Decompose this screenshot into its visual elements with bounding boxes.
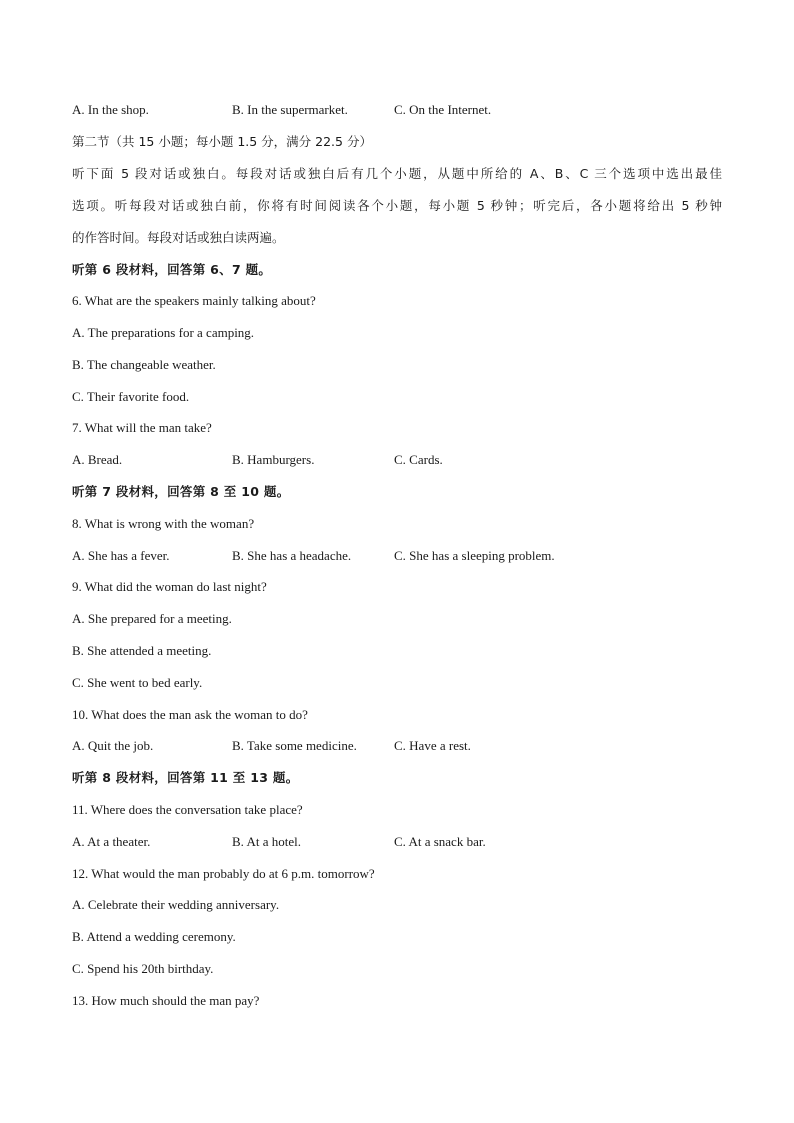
q6-question: 6. What are the speakers mainly talking about? <box>72 293 316 308</box>
q5-options-row <box>72 101 732 119</box>
q13-question: 13. How much should the man pay? <box>72 993 260 1008</box>
q9-option-b[interactable]: B. She attended a meeting. <box>72 643 212 658</box>
q6-option-c[interactable]: C. Their favorite food. <box>72 389 190 404</box>
q6-option-b[interactable]: B. The changeable weather. <box>72 357 216 372</box>
section-heading: 第二节（共 15 小题；每小题 1.5 分，满分 22.5 分） <box>72 134 372 149</box>
q5-option-c[interactable]: C. On the Internet. <box>394 102 492 117</box>
q8-option-b[interactable]: B. She has a headache. <box>232 548 352 563</box>
q5-option-a[interactable]: A. In the shop. <box>72 102 149 117</box>
q11-options-row <box>72 833 732 851</box>
passage-6-heading: 听第 6 段材料，回答第 6、7 题。 <box>72 262 272 277</box>
instructions-line-2: 选项。听每段对话或独白前，你将有时间阅读各个小题，每小题 5 秒钟；听完后，各小题将给出 5 秒钟 <box>72 198 722 213</box>
passage-7-heading: 听第 7 段材料，回答第 8 至 10 题。 <box>72 484 290 499</box>
instructions-line-1: 听下面 5 段对话或独白。每段对话或独白后有几个小题，从题中所给的 A、B、C 三个选项中选出最佳 <box>72 166 722 181</box>
q11-option-b[interactable]: B. At a hotel. <box>232 834 301 849</box>
q9-question: 9. What did the woman do last night? <box>72 579 267 594</box>
q12-option-a[interactable]: A. Celebrate their wedding anniversary. <box>72 897 280 912</box>
q10-options-row <box>72 737 732 755</box>
q5-option-b[interactable]: B. In the supermarket. <box>232 102 348 117</box>
q10-option-c[interactable]: C. Have a rest. <box>394 738 471 753</box>
q9-option-c[interactable]: C. She went to bed early. <box>72 675 203 690</box>
q8-question: 8. What is wrong with the woman? <box>72 516 255 531</box>
q7-option-b[interactable]: B. Hamburgers. <box>232 452 315 467</box>
q11-option-a[interactable]: A. At a theater. <box>72 834 151 849</box>
q12-question: 12. What would the man probably do at 6 p.m. tomorrow? <box>72 866 375 881</box>
q11-question: 11. Where does the conversation take place? <box>72 802 303 817</box>
q6-option-a[interactable]: A. The preparations for a camping. <box>72 325 255 340</box>
instructions-line-3: 的作答时间。每段对话或独白读两遍。 <box>72 230 285 245</box>
q12-option-b[interactable]: B. Attend a wedding ceremony. <box>72 929 236 944</box>
q10-option-a[interactable]: A. Quit the job. <box>72 738 154 753</box>
q9-option-a[interactable]: A. She prepared for a meeting. <box>72 611 232 626</box>
q8-option-a[interactable]: A. She has a fever. <box>72 548 170 563</box>
q7-option-c[interactable]: C. Cards. <box>394 452 443 467</box>
q7-question: 7. What will the man take? <box>72 420 212 435</box>
q10-question: 10. What does the man ask the woman to do? <box>72 707 308 722</box>
q8-options-row <box>72 547 732 565</box>
passage-8-heading: 听第 8 段材料，回答第 11 至 13 题。 <box>72 770 299 785</box>
q10-option-b[interactable]: B. Take some medicine. <box>232 738 357 753</box>
q7-options-row <box>72 451 732 469</box>
q7-option-a[interactable]: A. Bread. <box>72 452 123 467</box>
q12-option-c[interactable]: C. Spend his 20th birthday. <box>72 961 214 976</box>
q8-option-c[interactable]: C. She has a sleeping problem. <box>394 548 555 563</box>
q11-option-c[interactable]: C. At a snack bar. <box>394 834 486 849</box>
